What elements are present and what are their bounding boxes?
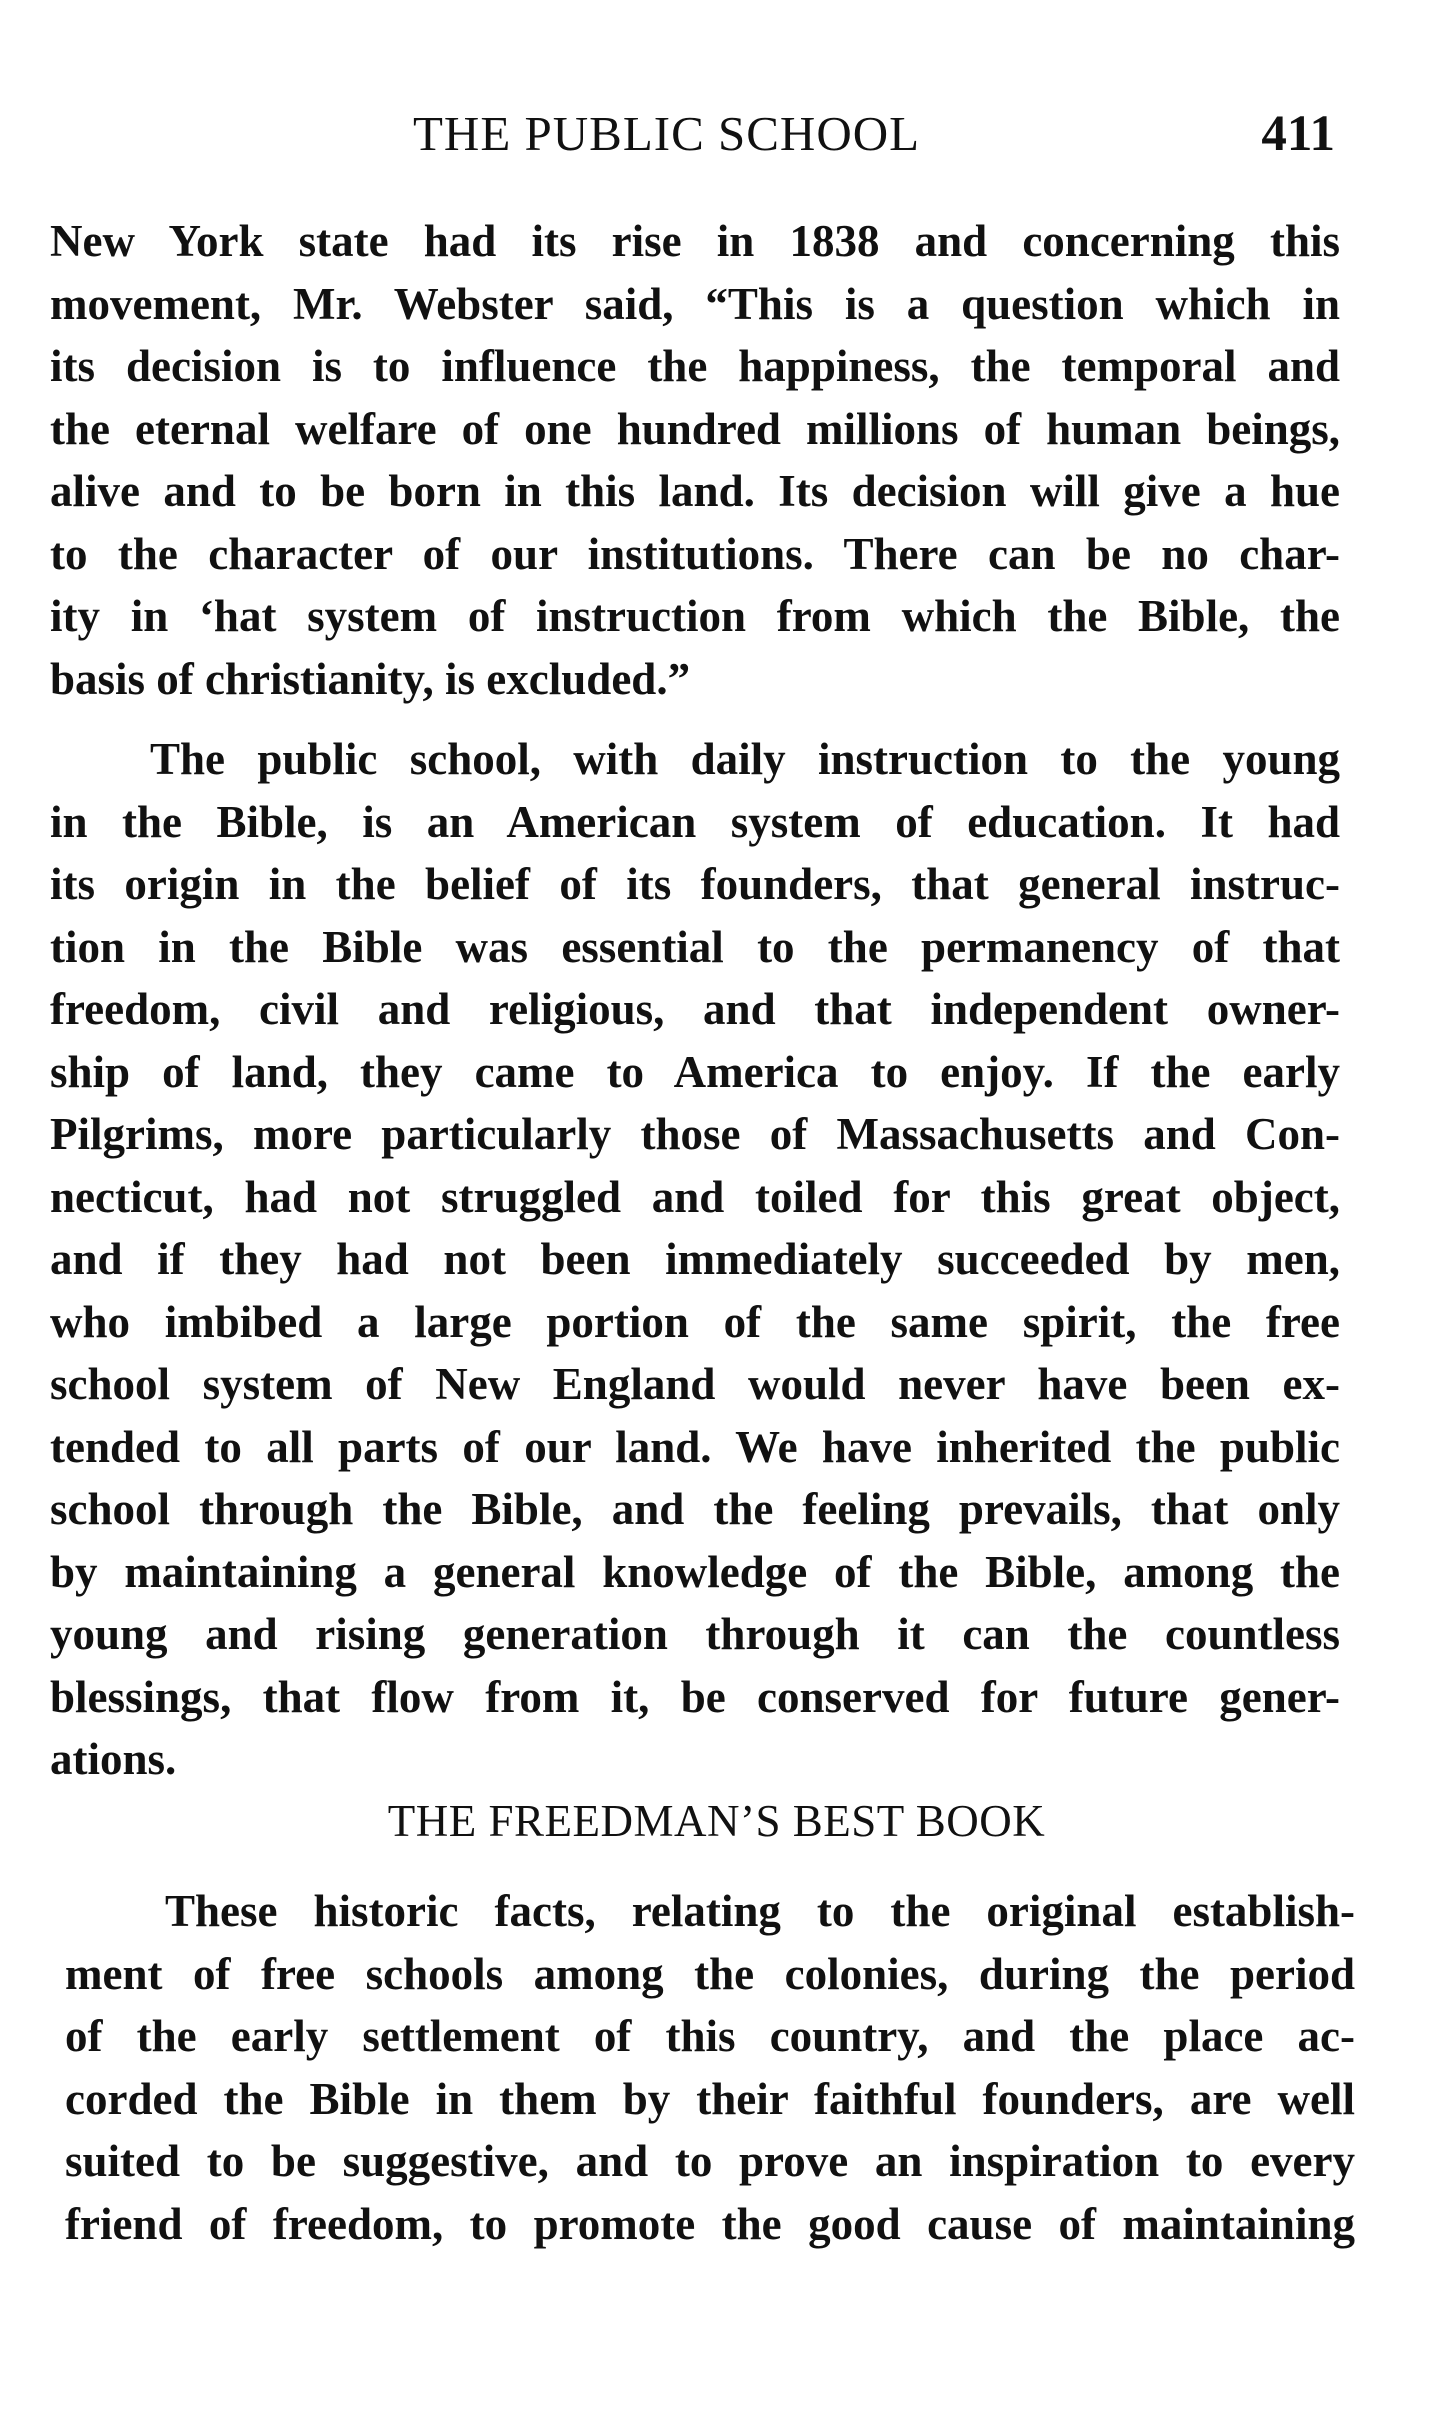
text-line: blessings, that flow from it, be conserved for future gener- — [50, 1671, 1340, 1722]
text-line: The public school, with daily instruction to the young — [150, 734, 1340, 784]
text-line: in the Bible, is an American system of education. It had — [50, 796, 1340, 847]
text-line: school system of New England would never have been ex- — [50, 1359, 1340, 1409]
text-line: young and rising generation through it can the countless — [50, 1609, 1340, 1659]
text-line: the eternal welfare of one hundred millions of human beings, — [50, 403, 1340, 454]
text-line: New York state had its rise in 1838 and concerning this — [50, 216, 1340, 266]
text-line: by maintaining a general knowledge of the Bible, among the — [50, 1546, 1340, 1597]
text-line: of the early settlement of this country, and the place ac- — [65, 2011, 1355, 2061]
text-line: Pilgrims, more particularly those of Massachusetts and Con- — [50, 1109, 1340, 1159]
paragraph-freedman — [65, 1880, 1355, 2255]
text-line: necticut, had not struggled and toiled for this great object, — [50, 1171, 1340, 1222]
paragraph-webster-quote — [50, 210, 1340, 710]
text-line: movement, Mr. Webster said, “This is a question which in — [50, 278, 1340, 329]
text-line: ity in ‘hat system of instruction from which the Bible, the — [50, 591, 1340, 641]
text-line: tion in the Bible was essential to the permanency of that — [50, 921, 1340, 972]
text-line: who imbibed a large portion of the same spirit, the free — [50, 1296, 1340, 1347]
text-line: and if they had not been immediately succeeded by men, — [50, 1234, 1340, 1284]
text-line: These historic facts, relating to the original establish- — [165, 1886, 1355, 1936]
section-heading: THE FREEDMAN’S BEST BOOK — [387, 1796, 1046, 1846]
text-line: ations. — [50, 1734, 177, 1784]
text-line: basis of christianity, is excluded.” — [50, 653, 691, 704]
text-line: friend of freedom, to promote the good cause of maintaining — [65, 2198, 1355, 2249]
text-line: its decision is to influence the happiness, the temporal and — [50, 341, 1340, 391]
text-line: ment of free schools among the colonies, during the period — [65, 1948, 1355, 1999]
text-line: freedom, civil and religious, and that independent owner- — [50, 984, 1340, 1034]
text-line: to the character of our institutions. There can be no char- — [50, 528, 1340, 579]
text-line: alive and to be born in this land. Its decision will give a hue — [50, 466, 1340, 516]
text-line: suited to be suggestive, and to prove an inspiration to every — [65, 2136, 1355, 2186]
text-line: tended to all parts of our land. We have inherited the public — [50, 1421, 1340, 1472]
text-line: corded the Bible in them by their faithful founders, are well — [65, 2073, 1355, 2124]
running-head — [45, 105, 1335, 165]
text-line: its origin in the belief of its founders, that general instruc- — [50, 859, 1340, 909]
paragraph-public-school — [50, 728, 1340, 1791]
page-number: 411 — [1261, 106, 1335, 162]
text-line: school through the Bible, and the feeling prevails, that only — [50, 1484, 1340, 1534]
text-line: ship of land, they came to America to enjoy. If the early — [50, 1046, 1340, 1097]
running-title: THE PUBLIC SCHOOL — [413, 106, 921, 161]
